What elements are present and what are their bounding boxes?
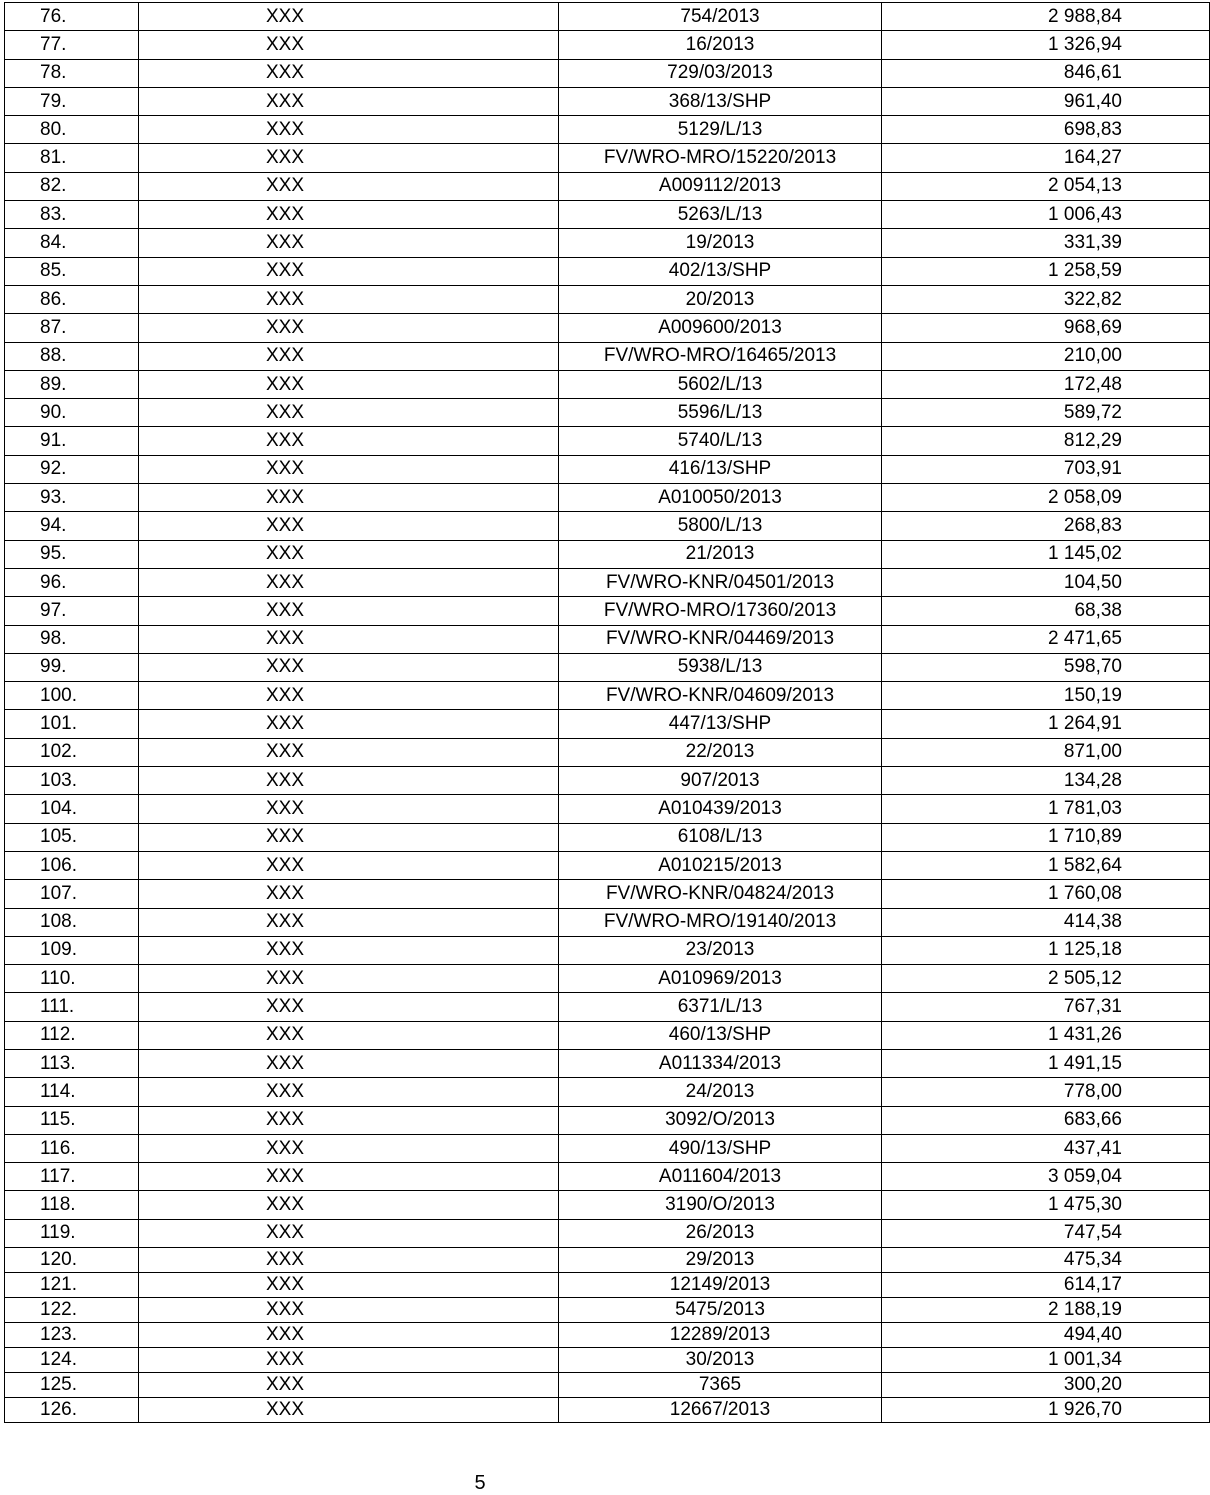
table-row <box>5 1021 1210 1049</box>
row-number-cell: 117. <box>5 1163 139 1191</box>
row-number-cell: 80. <box>5 116 139 144</box>
table-row <box>5 993 1210 1021</box>
amount-cell: 1 926,70 <box>882 1398 1210 1423</box>
row-number-cell: 84. <box>5 229 139 257</box>
table-row <box>5 512 1210 540</box>
counterparty-cell: XXX <box>139 257 559 285</box>
amount-cell: 683,66 <box>882 1106 1210 1134</box>
amount-cell: 210,00 <box>882 342 1210 370</box>
amount-cell: 747,54 <box>882 1219 1210 1247</box>
amount-cell: 68,38 <box>882 597 1210 625</box>
document-number-cell: A009112/2013 <box>559 172 882 200</box>
table-row <box>5 1298 1210 1323</box>
counterparty-cell: XXX <box>139 823 559 851</box>
document-number-cell: 368/13/SHP <box>559 87 882 115</box>
document-number-cell: FV/WRO-MRO/16465/2013 <box>559 342 882 370</box>
counterparty-cell: XXX <box>139 1106 559 1134</box>
counterparty-cell: XXX <box>139 1049 559 1077</box>
row-number-cell: 122. <box>5 1298 139 1323</box>
amount-cell: 1 001,34 <box>882 1348 1210 1373</box>
row-number-cell: 81. <box>5 144 139 172</box>
row-number-cell: 113. <box>5 1049 139 1077</box>
document-number-cell: A010050/2013 <box>559 484 882 512</box>
amount-cell: 598,70 <box>882 653 1210 681</box>
counterparty-cell: XXX <box>139 1348 559 1373</box>
document-number-cell: FV/WRO-KNR/04501/2013 <box>559 568 882 596</box>
table-row <box>5 201 1210 229</box>
table-row <box>5 229 1210 257</box>
counterparty-cell: XXX <box>139 1298 559 1323</box>
table-row <box>5 597 1210 625</box>
counterparty-cell: XXX <box>139 682 559 710</box>
counterparty-cell: XXX <box>139 144 559 172</box>
document-number-cell: 20/2013 <box>559 285 882 313</box>
document-number-cell: 24/2013 <box>559 1078 882 1106</box>
amount-cell: 150,19 <box>882 682 1210 710</box>
counterparty-cell: XXX <box>139 1163 559 1191</box>
amount-cell: 2 188,19 <box>882 1298 1210 1323</box>
document-number-cell: 5800/L/13 <box>559 512 882 540</box>
amount-cell: 767,31 <box>882 993 1210 1021</box>
table-row <box>5 1219 1210 1247</box>
amount-cell: 703,91 <box>882 455 1210 483</box>
counterparty-cell: XXX <box>139 1134 559 1162</box>
row-number-cell: 123. <box>5 1323 139 1348</box>
counterparty-cell: XXX <box>139 540 559 568</box>
table-row <box>5 144 1210 172</box>
amount-cell: 961,40 <box>882 87 1210 115</box>
row-number-cell: 121. <box>5 1273 139 1298</box>
amount-cell: 1 125,18 <box>882 936 1210 964</box>
counterparty-cell: XXX <box>139 738 559 766</box>
invoice-table-body <box>5 3 1210 1423</box>
table-row <box>5 342 1210 370</box>
document-number-cell: 3190/O/2013 <box>559 1191 882 1219</box>
table-row <box>5 285 1210 313</box>
amount-cell: 1 006,43 <box>882 201 1210 229</box>
counterparty-cell: XXX <box>139 1273 559 1298</box>
document-number-cell: 6108/L/13 <box>559 823 882 851</box>
amount-cell: 437,41 <box>882 1134 1210 1162</box>
amount-cell: 846,61 <box>882 59 1210 87</box>
table-row <box>5 540 1210 568</box>
row-number-cell: 114. <box>5 1078 139 1106</box>
amount-cell: 300,20 <box>882 1373 1210 1398</box>
row-number-cell: 82. <box>5 172 139 200</box>
row-number-cell: 92. <box>5 455 139 483</box>
table-row <box>5 399 1210 427</box>
row-number-cell: 95. <box>5 540 139 568</box>
counterparty-cell: XXX <box>139 399 559 427</box>
document-number-cell: A009600/2013 <box>559 314 882 342</box>
counterparty-cell: XXX <box>139 427 559 455</box>
counterparty-cell: XXX <box>139 3 559 31</box>
counterparty-cell: XXX <box>139 936 559 964</box>
amount-cell: 1 760,08 <box>882 880 1210 908</box>
table-row <box>5 908 1210 936</box>
counterparty-cell: XXX <box>139 568 559 596</box>
counterparty-cell: XXX <box>139 1078 559 1106</box>
table-row <box>5 257 1210 285</box>
row-number-cell: 78. <box>5 59 139 87</box>
row-number-cell: 100. <box>5 682 139 710</box>
amount-cell: 614,17 <box>882 1273 1210 1298</box>
amount-cell: 812,29 <box>882 427 1210 455</box>
document-number-cell: 21/2013 <box>559 540 882 568</box>
document-number-cell: A011604/2013 <box>559 1163 882 1191</box>
document-number-cell: 5263/L/13 <box>559 201 882 229</box>
counterparty-cell: XXX <box>139 795 559 823</box>
row-number-cell: 79. <box>5 87 139 115</box>
counterparty-cell: XXX <box>139 512 559 540</box>
table-row <box>5 370 1210 398</box>
document-number-cell: 5740/L/13 <box>559 427 882 455</box>
counterparty-cell: XXX <box>139 1191 559 1219</box>
counterparty-cell: XXX <box>139 172 559 200</box>
row-number-cell: 111. <box>5 993 139 1021</box>
document-number-cell: A010215/2013 <box>559 851 882 879</box>
document-number-cell: 16/2013 <box>559 31 882 59</box>
row-number-cell: 96. <box>5 568 139 596</box>
counterparty-cell: XXX <box>139 116 559 144</box>
table-row <box>5 1398 1210 1423</box>
document-number-cell: 402/13/SHP <box>559 257 882 285</box>
document-number-cell: 447/13/SHP <box>559 710 882 738</box>
document-number-cell: 729/03/2013 <box>559 59 882 87</box>
counterparty-cell: XXX <box>139 59 559 87</box>
row-number-cell: 94. <box>5 512 139 540</box>
table-row <box>5 1191 1210 1219</box>
amount-cell: 1 264,91 <box>882 710 1210 738</box>
table-row <box>5 3 1210 31</box>
document-number-cell: 19/2013 <box>559 229 882 257</box>
counterparty-cell: XXX <box>139 597 559 625</box>
table-row <box>5 1373 1210 1398</box>
counterparty-cell: XXX <box>139 1373 559 1398</box>
counterparty-cell: XXX <box>139 625 559 653</box>
amount-cell: 589,72 <box>882 399 1210 427</box>
amount-cell: 871,00 <box>882 738 1210 766</box>
row-number-cell: 124. <box>5 1348 139 1373</box>
counterparty-cell: XXX <box>139 31 559 59</box>
row-number-cell: 77. <box>5 31 139 59</box>
table-row <box>5 59 1210 87</box>
document-number-cell: 907/2013 <box>559 767 882 795</box>
table-row <box>5 851 1210 879</box>
row-number-cell: 108. <box>5 908 139 936</box>
table-row <box>5 484 1210 512</box>
counterparty-cell: XXX <box>139 1021 559 1049</box>
document-number-cell: FV/WRO-MRO/15220/2013 <box>559 144 882 172</box>
row-number-cell: 99. <box>5 653 139 681</box>
amount-cell: 1 475,30 <box>882 1191 1210 1219</box>
row-number-cell: 88. <box>5 342 139 370</box>
table-row <box>5 1348 1210 1373</box>
table-row <box>5 455 1210 483</box>
document-number-cell: FV/WRO-KNR/04609/2013 <box>559 682 882 710</box>
table-row <box>5 1163 1210 1191</box>
amount-cell: 104,50 <box>882 568 1210 596</box>
table-row <box>5 1248 1210 1273</box>
table-row <box>5 823 1210 851</box>
table-row <box>5 1049 1210 1077</box>
table-row <box>5 936 1210 964</box>
table-row <box>5 653 1210 681</box>
document-number-cell: 3092/O/2013 <box>559 1106 882 1134</box>
amount-cell: 414,38 <box>882 908 1210 936</box>
document-number-cell: 23/2013 <box>559 936 882 964</box>
amount-cell: 1 582,64 <box>882 851 1210 879</box>
table-row <box>5 172 1210 200</box>
counterparty-cell: XXX <box>139 1248 559 1273</box>
table-row <box>5 427 1210 455</box>
amount-cell: 778,00 <box>882 1078 1210 1106</box>
amount-cell: 1 326,94 <box>882 31 1210 59</box>
document-number-cell: 12667/2013 <box>559 1398 882 1423</box>
amount-cell: 172,48 <box>882 370 1210 398</box>
row-number-cell: 118. <box>5 1191 139 1219</box>
document-number-cell: 5475/2013 <box>559 1298 882 1323</box>
document-number-cell: 5129/L/13 <box>559 116 882 144</box>
document-number-cell: 22/2013 <box>559 738 882 766</box>
table-row <box>5 795 1210 823</box>
invoice-table <box>4 2 1210 1423</box>
counterparty-cell: XXX <box>139 710 559 738</box>
document-number-cell: 26/2013 <box>559 1219 882 1247</box>
row-number-cell: 89. <box>5 370 139 398</box>
row-number-cell: 85. <box>5 257 139 285</box>
table-row <box>5 1273 1210 1298</box>
counterparty-cell: XXX <box>139 1323 559 1348</box>
row-number-cell: 115. <box>5 1106 139 1134</box>
row-number-cell: 120. <box>5 1248 139 1273</box>
row-number-cell: 105. <box>5 823 139 851</box>
amount-cell: 1 710,89 <box>882 823 1210 851</box>
row-number-cell: 112. <box>5 1021 139 1049</box>
amount-cell: 968,69 <box>882 314 1210 342</box>
table-row <box>5 31 1210 59</box>
amount-cell: 322,82 <box>882 285 1210 313</box>
counterparty-cell: XXX <box>139 767 559 795</box>
table-row <box>5 965 1210 993</box>
amount-cell: 3 059,04 <box>882 1163 1210 1191</box>
counterparty-cell: XXX <box>139 1219 559 1247</box>
amount-cell: 1 258,59 <box>882 257 1210 285</box>
document-number-cell: 12149/2013 <box>559 1273 882 1298</box>
table-row <box>5 116 1210 144</box>
document-number-cell: 30/2013 <box>559 1348 882 1373</box>
row-number-cell: 90. <box>5 399 139 427</box>
row-number-cell: 107. <box>5 880 139 908</box>
document-number-cell: 416/13/SHP <box>559 455 882 483</box>
row-number-cell: 98. <box>5 625 139 653</box>
amount-cell: 494,40 <box>882 1323 1210 1348</box>
counterparty-cell: XXX <box>139 880 559 908</box>
row-number-cell: 101. <box>5 710 139 738</box>
row-number-cell: 91. <box>5 427 139 455</box>
document-number-cell: 29/2013 <box>559 1248 882 1273</box>
amount-cell: 1 491,15 <box>882 1049 1210 1077</box>
document-number-cell: FV/WRO-MRO/19140/2013 <box>559 908 882 936</box>
counterparty-cell: XXX <box>139 201 559 229</box>
row-number-cell: 102. <box>5 738 139 766</box>
table-row <box>5 1106 1210 1134</box>
table-row <box>5 1134 1210 1162</box>
amount-cell: 1 145,02 <box>882 540 1210 568</box>
document-number-cell: A010439/2013 <box>559 795 882 823</box>
amount-cell: 331,39 <box>882 229 1210 257</box>
row-number-cell: 109. <box>5 936 139 964</box>
document-number-cell: FV/WRO-MRO/17360/2013 <box>559 597 882 625</box>
document-number-cell: 490/13/SHP <box>559 1134 882 1162</box>
table-row <box>5 625 1210 653</box>
row-number-cell: 110. <box>5 965 139 993</box>
document-number-cell: 5596/L/13 <box>559 399 882 427</box>
table-row <box>5 682 1210 710</box>
amount-cell: 2 505,12 <box>882 965 1210 993</box>
document-number-cell: 12289/2013 <box>559 1323 882 1348</box>
row-number-cell: 93. <box>5 484 139 512</box>
row-number-cell: 116. <box>5 1134 139 1162</box>
table-row <box>5 314 1210 342</box>
table-row <box>5 87 1210 115</box>
amount-cell: 164,27 <box>882 144 1210 172</box>
counterparty-cell: XXX <box>139 653 559 681</box>
document-number-cell: FV/WRO-KNR/04824/2013 <box>559 880 882 908</box>
counterparty-cell: XXX <box>139 851 559 879</box>
amount-cell: 2 058,09 <box>882 484 1210 512</box>
counterparty-cell: XXX <box>139 314 559 342</box>
row-number-cell: 125. <box>5 1373 139 1398</box>
row-number-cell: 83. <box>5 201 139 229</box>
document-number-cell: 7365 <box>559 1373 882 1398</box>
row-number-cell: 86. <box>5 285 139 313</box>
table-row <box>5 710 1210 738</box>
counterparty-cell: XXX <box>139 285 559 313</box>
row-number-cell: 87. <box>5 314 139 342</box>
counterparty-cell: XXX <box>139 484 559 512</box>
table-row <box>5 767 1210 795</box>
table-row <box>5 568 1210 596</box>
counterparty-cell: XXX <box>139 87 559 115</box>
row-number-cell: 126. <box>5 1398 139 1423</box>
counterparty-cell: XXX <box>139 908 559 936</box>
counterparty-cell: XXX <box>139 1398 559 1423</box>
table-row <box>5 738 1210 766</box>
amount-cell: 475,34 <box>882 1248 1210 1273</box>
amount-cell: 1 781,03 <box>882 795 1210 823</box>
row-number-cell: 104. <box>5 795 139 823</box>
document-number-cell: A010969/2013 <box>559 965 882 993</box>
amount-cell: 134,28 <box>882 767 1210 795</box>
amount-cell: 2 988,84 <box>882 3 1210 31</box>
row-number-cell: 119. <box>5 1219 139 1247</box>
table-row <box>5 1323 1210 1348</box>
counterparty-cell: XXX <box>139 370 559 398</box>
document-number-cell: 460/13/SHP <box>559 1021 882 1049</box>
row-number-cell: 106. <box>5 851 139 879</box>
counterparty-cell: XXX <box>139 455 559 483</box>
amount-cell: 698,83 <box>882 116 1210 144</box>
counterparty-cell: XXX <box>139 965 559 993</box>
page-number: 5 <box>474 1472 486 1494</box>
table-row <box>5 880 1210 908</box>
amount-cell: 2 471,65 <box>882 625 1210 653</box>
document-number-cell: 754/2013 <box>559 3 882 31</box>
amount-cell: 1 431,26 <box>882 1021 1210 1049</box>
document-number-cell: 5938/L/13 <box>559 653 882 681</box>
counterparty-cell: XXX <box>139 993 559 1021</box>
row-number-cell: 97. <box>5 597 139 625</box>
document-number-cell: A011334/2013 <box>559 1049 882 1077</box>
table-row <box>5 1078 1210 1106</box>
counterparty-cell: XXX <box>139 342 559 370</box>
amount-cell: 268,83 <box>882 512 1210 540</box>
amount-cell: 2 054,13 <box>882 172 1210 200</box>
document-number-cell: FV/WRO-KNR/04469/2013 <box>559 625 882 653</box>
document-number-cell: 5602/L/13 <box>559 370 882 398</box>
document-number-cell: 6371/L/13 <box>559 993 882 1021</box>
counterparty-cell: XXX <box>139 229 559 257</box>
row-number-cell: 103. <box>5 767 139 795</box>
row-number-cell: 76. <box>5 3 139 31</box>
